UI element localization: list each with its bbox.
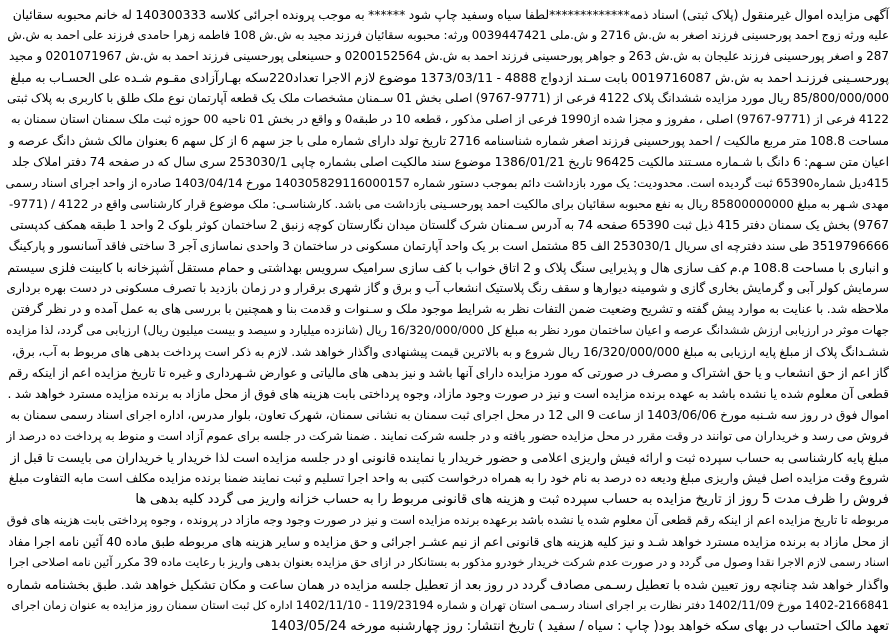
notice-line-13: و انباری با مساحت 108.8 م.م کف سازی هال و پذیرایی سنگ پلاک و 2 اتاق خواب با کف سازی سرامیک سرویس بهداشتی و حمام مستقل آشپزخانه با کابینت فلزی سیستم: [7, 260, 889, 276]
notice-line-10: مهدی شـهر به مبلغ 85800000000 ریال به نفع محبوبه سقائیان برای مالکیت احمد پورحسـینی بازداشت می باشد. کارشناسـی: ملک موضوع قرار کارشناسی واقع در 4122 / (9771-: [9, 196, 889, 211]
notice-line-5: 85/800/000/000 ریال مورد مزایده ششدانگ پلاک 4122 فرعی از (9771-9767) اصلی بخش 01 سـمنان مشخصات ملک یک قطعه آپارتمان نوع ملک طلق با کاربری به پلاک ثبتی: [7, 91, 889, 106]
notice-line-12: 3519796666 طی سند دفترچه ای سریال 253030/1 الف 85 مشتمل است بر یک واحد آپارتمان مسکونی در ساختمان 3 واحدی نماسازی آجر 3 ساختی فاقد آسانسور و پارکینگ: [8, 239, 889, 254]
notice-line-18: گاز اعم از حق انشعاب و یا حق اشتراک و مصرف در صورتی که مورد مزایده دارای آنها باشد و نیز بدهی های مالیاتی و عوارض شـهرداری و غیره تا تاریخ مزایده اعم از اینکه رقم: [8, 365, 889, 380]
notice-line-17: ششـدانگ پلاک از مبلغ پایه ارزیابی به مبلغ 16/320/000/000 ریال شروع و به بالاترین قیمت پیشنهادی واگذار خواهد شد. لازم به ذکر است پرداخت بدهی های مربوط به آب، برق،: [11, 344, 889, 359]
notice-line-1: آگهی مزایده اموال غیرمنقول (پلاک ثبتی) اسناد ذمه*************لطفا سیاه وسفید چاپ شود ****** به موجب پرونده اجرائی کلاسه 140300333 له خانم محبوبه سقائیان: [12, 7, 889, 22]
notice-line-14: سرمایش کولر آبی و گرمایش بخاری گازی و شومینه دیوارها و سقف رنگ پلاستیک انشعاب آب و برق و گاز شهری برقرار و در زمان بازدید با تصرف مسکونی در دست بهره برداری: [6, 281, 889, 296]
notice-line-19: قطعی آن معلوم شده یا نشده باشد به عهده برنده مزایده است و نیز در صورت وجود مازاد، وجوه پرداختی بابت هزینه های فوق از محل مازاد به برنده مزایده مسترد خواهد شد .: [7, 386, 889, 401]
notice-line-6: 4122 فرعی از (9771-9767) اصلی ، مفروز و مجزا شده از1990 فرعی از اصلی مذکور ، قطعه 10 در طبقه0 و واقع در بخش 01 ناحیه 00 حوزه ثبت ملک سمنان استان سمنان به: [10, 112, 889, 127]
notice-line-2: علیه ورثه زوج احمد پورحسینی فرزند اصغر به ش.ش 2716 و ش.ملی 0039447421 ورثه: محبوبه سقائیان فرزند مجید به ش.ش 108 فاطمه زهرا حامدی فرزند علی احمد به ش.ش: [7, 28, 889, 43]
notice-line-24: فروش را ظرف مدت 5 روز از تاریخ مزایده به حساب سپرده ثبت و هزینه های قانونی مربوط را به حساب خزانه واریز می گردد کلیه بدهی ها: [135, 492, 889, 508]
notice-line-25: مربوطه تا تاریخ مزایده اعم از اینکه رقم قطعی آن معلوم شده یا نشده باشد برعهده برنده مزایده است و نیز در صورت وجود وجه مازاد در پرونده ، وجوه پرداختی بابت هزینه های فوق: [6, 513, 889, 528]
notice-line-7: مساحت 108.8 متر مربع مالکیت / احمد پورحسینی فرزند اصغر شماره شناسنامه 2716 تاریخ تولد دارای شماره ملی با جز سهم 6 از کل سهم 6 بعنوان مالک شش دانگ عرصه و: [8, 133, 889, 148]
notice-line-26: از محل مازاد به برنده مزایده مسترد خواهد شـد و نیز کلیه هزینه های قانونی اعم از نیم عشـر اجرائی و حق مزایده و سایر هزینه های مربوطه طبق ماده 40 آئین نامه اجرا مفاد: [8, 534, 889, 550]
notice-line-22: مبلغ پایه کارشناسی به حساب سپرده ثبت و ارائه فیش واریزی اعلامی و حضور خریدار یا نماینده قانونی او در جلسه مزایده است لذا خریدار یا خریداران می بایست تا قبل از: [10, 449, 889, 465]
notice-line-8: اعیان متن سـهم: 6 دانگ با شـماره مسـتند مالکیت 96425 تاریخ 1386/01/21 موضوع سند مالکیت اصلی بشماره چاپی 253030/1 سری سال که در صفحه 74 دفتر املاک جلد: [11, 154, 889, 169]
notice-line-28: واگذار خواهد شد چنانچه روز تعیین شده با تعطیل رسـمی مصادف گردد در روز بعد از تعطیل جلسه مزایده در همان ساعت و مکان تشکیل خواهد شد. طبق بخشنامه شماره: [6, 576, 889, 592]
notice-line-4: پورحسـینی فرزنـد احمد به ش.ش 0019716087 بابت سـند ازدواج 4888 - 1373/03/11 موضوع لازم الاجرا تعداد220سکه بهـارآزادی مقـوم شـده علی الحسـاب به مبلغ: [10, 70, 889, 86]
notice-line-3: 287 و اصغر پورحسینی فرزند علیجان به ش.ش 263 و جواهر پورحسینی فرزند احمد به ش.ش 0200152564 و حسینعلی پورحسینی فرزند احمد به ش.ش 0201071967 و مجید: [8, 49, 889, 64]
notice-line-29: 1402-2166841 مورخ 1402/11/09 دفتر نظارت بر اجرای اسناد رسـمی استان تهران و شماره 119/23194 - 1402/11/10 اداره کل ثبت استان سمنان روز مزایده به عنوان زمان اجرای: [11, 597, 889, 612]
notice-line-20: اموال فوق در روز سه شـنبه مورخ 1403/06/06 از ساعت 9 الی 12 در محل اجرای ثبت سمنان به نشانی سمنان، شهرک تعاون، بلوار مدرس، اداره اجرای اسناد رسمی سمنان به: [10, 407, 889, 422]
notice-line-27: اسناد رسمی لازم الاجرا نقدا وصول می گردد و در صورت عدم شرکت خریدار خودرو مذکور به بستانکار در ازای حق مزایده بعنوان بدهی واریز با رعایت ماده 39 مکرر آئین نامه اصلاحی اجرا: [9, 555, 889, 570]
notice-line-30: تعهد مالک احتساب در بهای سکه خواهد بود( چاپ : سیاه / سفید ) تاریخ انتشار: روز چهارشنبه مورخه 1403/05/24: [270, 618, 889, 634]
notice-line-11: 9767) بخش یک سمنان دفتر 415 ذیل ثبت 65390 صفحه 74 به آدرس سـمنان شرک گلستان میدان نگارستان کوچه زنبق 2 ساختمان کوثر بلوک 2 واحد 1 طبقه همکف کدپستی: [9, 217, 889, 232]
notice-line-9: 415دیل شماره65390 ثبت گردیده است. محدودیت: یک مورد بازداشت دائم بموجب دستور شماره 140305829116000157 مورخ 1403/04/14 صادره از واحد اجرای اسناد رسمی: [5, 175, 889, 190]
notice-line-16: جهات موثر در ارزیابی ارزش ششدانگ عرصه و اعیان ساختمان مورد نظر به مبلغ کل 16/320/000/000 ریال (شانزده میلیارد و سیصد و بیست میلیون ریال) ارزیابی می گردد، لذا مزایده: [5, 323, 889, 338]
notice-line-21: فروش می رسد و خریداران می توانند در وقت مقرر در محل مزایده حضور یافته و در جلسه شرکت نمایند . ضمنا شرکت در جلسه برای عموم آزاد است و منوط به پرداخت ده درصد از: [6, 428, 889, 443]
notice-line-15: ملاحظه شد. با عنایت به موارد پیش گفته و تشریح وضعیت ضمن التفات نظر به شرایط موجود ملک و سـنوات و قدمت بنا و همچنین با بررسی های به عمل آمده و در نظر گرفتن: [11, 302, 889, 317]
notice-line-23: شروع وقت مزایده اصل فیش واریزی مبلغ ودیعه ده درصد به نام خود را به همراه درخواست کتبی به واحد اجرا تسلیم و ثبت نمایند ضمنا برنده مزایده مکلف است مابه التفاوت مبلغ: [8, 471, 889, 486]
